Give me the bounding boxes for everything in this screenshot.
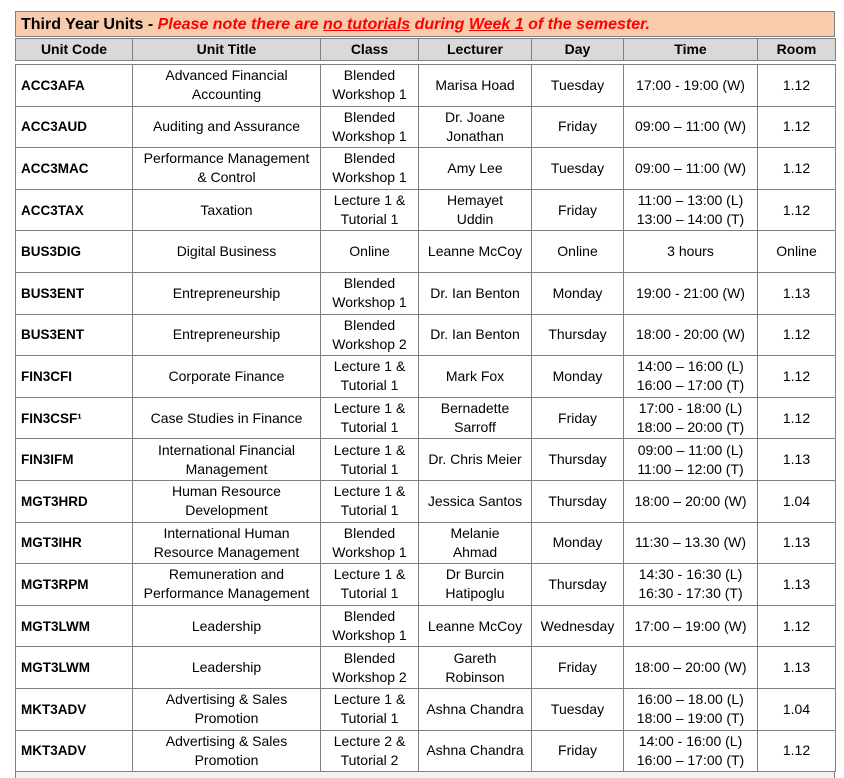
table-row	[16, 65, 836, 107]
day-cell: Thursday	[532, 480, 624, 522]
unit-title-cell: Human Resource Development	[133, 480, 321, 522]
room-cell: 1.13	[758, 564, 836, 606]
unit-title-cell: Taxation	[133, 189, 321, 231]
header-time: Time	[624, 39, 758, 61]
header-lecturer: Lecturer	[419, 39, 532, 61]
unit-title-cell: Advertising & Sales Promotion	[133, 730, 321, 772]
class-cell: Lecture 1 & Tutorial 1	[321, 688, 419, 730]
day-cell: Friday	[532, 647, 624, 689]
room-cell: 1.13	[758, 647, 836, 689]
lecturer-cell: Amy Lee	[419, 148, 532, 190]
table-row	[16, 189, 836, 231]
lecturer-cell: Hemayet Uddin	[419, 189, 532, 231]
banner-note	[158, 16, 650, 33]
unit-code-cell: FIN3IFM	[16, 439, 133, 481]
time-cell: 3 hours	[624, 231, 758, 273]
room-cell: 1.12	[758, 397, 836, 439]
unit-title-cell: Corporate Finance	[133, 356, 321, 398]
header-class: Class	[321, 39, 419, 61]
unit-code-cell: ACC3MAC	[16, 148, 133, 190]
class-cell: Blended Workshop 1	[321, 148, 419, 190]
lecturer-cell: Gareth Robinson	[419, 647, 532, 689]
room-cell: 1.12	[758, 189, 836, 231]
unit-title-cell: Entrepreneurship	[133, 314, 321, 356]
time-cell: 14:30 - 16:30 (L) 16:30 - 17:30 (T)	[624, 564, 758, 606]
lecturer-cell: Ashna Chandra	[419, 688, 532, 730]
lecturer-cell: Dr. Ian Benton	[419, 272, 532, 314]
lecturer-cell: Marisa Hoad	[419, 65, 532, 107]
unit-code-cell: MKT3ADV	[16, 730, 133, 772]
unit-title-cell: International Human Resource Management	[133, 522, 321, 564]
class-cell: Lecture 2 & Tutorial 2	[321, 730, 419, 772]
table-row	[16, 106, 836, 148]
class-cell: Lecture 1 & Tutorial 1	[321, 356, 419, 398]
lecturer-cell: Dr. Ian Benton	[419, 314, 532, 356]
unit-code-cell: ACC3TAX	[16, 189, 133, 231]
time-cell: 18:00 - 20:00 (W)	[624, 314, 758, 356]
banner-note-mid: during	[410, 16, 469, 33]
lecturer-cell: Ashna Chandra	[419, 730, 532, 772]
room-cell: Online	[758, 231, 836, 273]
unit-code-cell: FIN3CFI	[16, 356, 133, 398]
unit-code-cell: MGT3IHR	[16, 522, 133, 564]
day-cell: Friday	[532, 106, 624, 148]
time-cell: 17:00 - 19:00 (W)	[624, 65, 758, 107]
time-cell: 19:00 - 21:00 (W)	[624, 272, 758, 314]
table-row	[16, 522, 836, 564]
class-cell: Lecture 1 & Tutorial 1	[321, 189, 419, 231]
class-cell: Lecture 1 & Tutorial 1	[321, 480, 419, 522]
table-row	[16, 688, 836, 730]
table-row	[16, 314, 836, 356]
lecturer-cell: Jessica Santos	[419, 480, 532, 522]
class-cell: Blended Workshop 1	[321, 106, 419, 148]
lecturer-cell: Melanie Ahmad	[419, 522, 532, 564]
unit-code-cell: BUS3ENT	[16, 314, 133, 356]
unit-code-cell: MGT3LWM	[16, 647, 133, 689]
unit-code-cell: BUS3DIG	[16, 231, 133, 273]
unit-title-cell: Case Studies in Finance	[133, 397, 321, 439]
lecturer-cell: Bernadette Sarroff	[419, 397, 532, 439]
table-row	[16, 564, 836, 606]
lecturer-cell: Dr. Chris Meier	[419, 439, 532, 481]
header-unit-title: Unit Title	[133, 39, 321, 61]
lecturer-cell: Leanne McCoy	[419, 231, 532, 273]
header-room: Room	[758, 39, 836, 61]
room-cell: 1.04	[758, 480, 836, 522]
table-row	[16, 730, 836, 772]
table-row	[16, 148, 836, 190]
unit-code-cell: ACC3AUD	[16, 106, 133, 148]
unit-code-cell: MKT3ADV	[16, 688, 133, 730]
time-cell: 09:00 – 11:00 (L) 11:00 – 12:00 (T)	[624, 439, 758, 481]
banner-note-no-tutorials: no tutorials	[323, 16, 411, 33]
time-cell: 16:00 – 18.00 (L) 18:00 – 19:00 (T)	[624, 688, 758, 730]
banner-lead: Third Year Units -	[21, 16, 158, 33]
class-cell: Blended Workshop 1	[321, 272, 419, 314]
room-cell: 1.12	[758, 148, 836, 190]
table-row	[16, 272, 836, 314]
unit-code-cell: MGT3RPM	[16, 564, 133, 606]
room-cell: 1.12	[758, 730, 836, 772]
room-cell: 1.12	[758, 106, 836, 148]
banner-note-suffix: of the semester.	[523, 16, 650, 33]
banner-note-week1: Week 1	[468, 16, 524, 33]
time-cell: 09:00 – 11:00 (W)	[624, 106, 758, 148]
time-cell: 11:30 – 13.30 (W)	[624, 522, 758, 564]
time-cell: 14:00 – 16:00 (L) 16:00 – 17:00 (T)	[624, 356, 758, 398]
day-cell: Thursday	[532, 564, 624, 606]
timetable-banner	[15, 11, 835, 37]
class-cell: Lecture 1 & Tutorial 1	[321, 439, 419, 481]
day-cell: Thursday	[532, 314, 624, 356]
unit-title-cell: Auditing and Assurance	[133, 106, 321, 148]
day-cell: Tuesday	[532, 148, 624, 190]
room-cell: 1.12	[758, 314, 836, 356]
unit-code-cell: MGT3LWM	[16, 605, 133, 647]
day-cell: Friday	[532, 189, 624, 231]
day-cell: Monday	[532, 356, 624, 398]
unit-title-cell: Digital Business	[133, 231, 321, 273]
day-cell: Online	[532, 231, 624, 273]
unit-title-cell: Leadership	[133, 647, 321, 689]
class-cell: Online	[321, 231, 419, 273]
room-cell: 1.12	[758, 356, 836, 398]
room-cell: 1.13	[758, 439, 836, 481]
unit-title-cell: Entrepreneurship	[133, 272, 321, 314]
class-cell: Lecture 1 & Tutorial 1	[321, 397, 419, 439]
timetable-sheet	[15, 11, 835, 772]
unit-code-cell: ACC3AFA	[16, 65, 133, 107]
unit-code-cell: FIN3CSF¹	[16, 397, 133, 439]
table-row	[16, 397, 836, 439]
lecturer-cell: Mark Fox	[419, 356, 532, 398]
table-row	[16, 439, 836, 481]
day-cell: Thursday	[532, 439, 624, 481]
table-row	[16, 356, 836, 398]
class-cell: Blended Workshop 2	[321, 314, 419, 356]
banner-note-prefix: Please note there are	[157, 16, 324, 33]
class-cell: Blended Workshop 1	[321, 522, 419, 564]
room-cell: 1.13	[758, 522, 836, 564]
unit-code-cell: BUS3ENT	[16, 272, 133, 314]
class-cell: Blended Workshop 1	[321, 605, 419, 647]
units-table-body	[16, 65, 836, 772]
lecturer-cell: Leanne McCoy	[419, 605, 532, 647]
unit-title-cell: International Financial Management	[133, 439, 321, 481]
day-cell: Friday	[532, 730, 624, 772]
header-day: Day	[532, 39, 624, 61]
room-cell: 1.12	[758, 65, 836, 107]
unit-title-cell: Advanced Financial Accounting	[133, 65, 321, 107]
table-row	[16, 480, 836, 522]
class-cell: Blended Workshop 1	[321, 65, 419, 107]
time-cell: 17:00 – 19:00 (W)	[624, 605, 758, 647]
unit-title-cell: Performance Management & Control	[133, 148, 321, 190]
unit-title-cell: Leadership	[133, 605, 321, 647]
unit-title-cell: Remuneration and Performance Management	[133, 564, 321, 606]
lecturer-cell: Dr Burcin Hatipoglu	[419, 564, 532, 606]
day-cell: Wednesday	[532, 605, 624, 647]
time-cell: 11:00 – 13:00 (L) 13:00 – 14:00 (T)	[624, 189, 758, 231]
header-unit-code: Unit Code	[16, 39, 133, 61]
room-cell: 1.04	[758, 688, 836, 730]
day-cell: Tuesday	[532, 688, 624, 730]
day-cell: Monday	[532, 272, 624, 314]
class-cell: Lecture 1 & Tutorial 1	[321, 564, 419, 606]
table-row	[16, 231, 836, 273]
unit-title-cell: Advertising & Sales Promotion	[133, 688, 321, 730]
day-cell: Friday	[532, 397, 624, 439]
time-cell: 17:00 - 18:00 (L) 18:00 – 20:00 (T)	[624, 397, 758, 439]
room-cell: 1.12	[758, 605, 836, 647]
room-cell: 1.13	[758, 272, 836, 314]
time-cell: 09:00 – 11:00 (W)	[624, 148, 758, 190]
unit-code-cell: MGT3HRD	[16, 480, 133, 522]
time-cell: 18:00 – 20:00 (W)	[624, 480, 758, 522]
table-row	[16, 605, 836, 647]
day-cell: Monday	[532, 522, 624, 564]
time-cell: 18:00 – 20:00 (W)	[624, 647, 758, 689]
class-cell: Blended Workshop 2	[321, 647, 419, 689]
table-row	[16, 647, 836, 689]
time-cell: 14:00 - 16:00 (L) 16:00 – 17:00 (T)	[624, 730, 758, 772]
units-table	[15, 38, 836, 772]
day-cell: Tuesday	[532, 65, 624, 107]
next-section-edge	[15, 771, 835, 778]
lecturer-cell: Dr. Joane Jonathan	[419, 106, 532, 148]
header-row	[16, 39, 836, 61]
